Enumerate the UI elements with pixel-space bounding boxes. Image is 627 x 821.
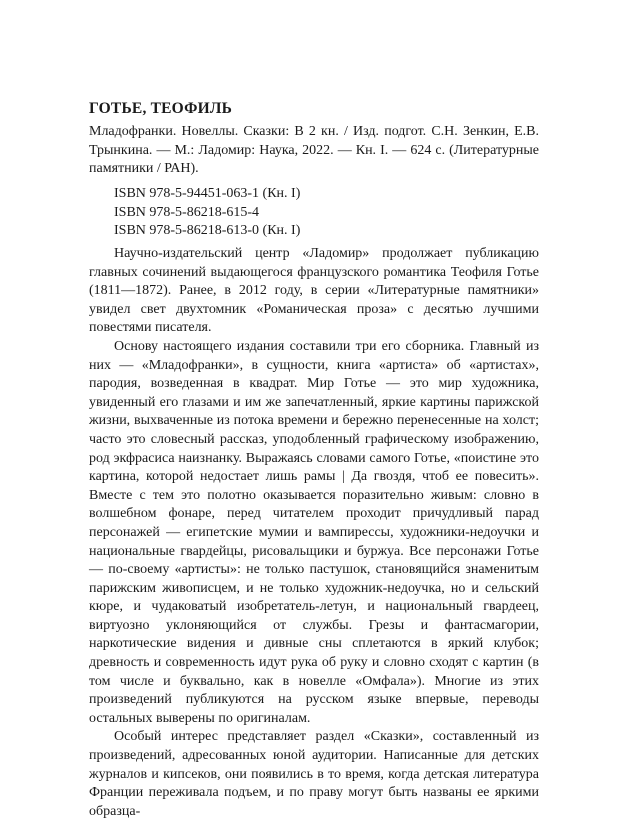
isbn-list <box>114 185 494 241</box>
paragraph-intro: Научно-издательский центр «Ладомир» продолжает публикацию главных сочинений выдающегося французского романтика Теофиля Готье (1811—1872). Ранее, в 2012 году, в серии «Литературные памятники» увидел свет двухтомник «Романическая проза» с десятью лучшими повестями писателя. <box>89 246 539 336</box>
paragraph-fairy-tales: Особый интерес представляет раздел «Сказки», составленный из произведений, адресованных юной аудитории. Написанные для детских журналов и кипсеков, они появились в то время, когда детская литература Франции переживала подъем, и по праву могут быть названы ее яркими образца- <box>89 729 539 819</box>
isbn-line: ISBN 978-5-94451-063-1 (Кн. I) <box>114 186 301 201</box>
isbn-line: ISBN 978-5-86218-613-0 (Кн. I) <box>114 223 301 238</box>
author-heading: ГОТЬЕ, ТЕОФИЛЬ <box>89 100 233 117</box>
annotation-text <box>89 245 539 821</box>
paragraph-main: Основу настоящего издания составили три его сборника. Главный из них — «Младофранки», в сущности, книга «артиста» об «артистах», пародия, возведенная в квадрат. Мир Готье — это мир художника, увиденный его глазами и им же запечатленный, яркие картины парижской жизни, выхваченные из потока времени и бережно перенесенные на холст; часто это словесный рассказ, уподобленный графическому изображению, род экфрасиса наизнанку. Выражаясь словами самого Готье, «поистине это картина, которой недостает лишь рамы | Да гвоздя, чтоб ее повесить». Вместе с тем это полотно оказывается поразительно живым: словно в волшебном фонаре, перед читателем проходит причудливый парад персонажей — египетские мумии и вампирессы, художники-недоучки и национальные гвардейцы, рисовальщики и буржуа. Все персонажи Готье — по-своему «артисты»: не только пастушок, становящийся знаменитым парижским живописцем, и не только художник-недоучка, но и сельский кюре, и чудаковатый изобретатель-летун, и национальный гвардеец, виртуозно уклоняющийся от службы. Грезы и фантасмагории, наркотические видения и дивные сны сплетаются в яркий клубок; древность и современность идут рука об руку и словно сходят с картин (в том числе и буквально, как в новелле «Омфала»). Многие из этих произведений публикуются на русском языке впервые, переводы остальных выверены по оригиналам. <box>89 338 539 726</box>
bibliographic-citation: Младофранки. Новеллы. Сказки: В 2 кн. / Изд. подгот. С.Н. Зенкин, Е.В. Трынкина. — М.: Ладомир: Наука, 2022. — Кн. I. — 624 с. (Литературные памятники / РАН). <box>89 124 539 176</box>
isbn-line: ISBN 978-5-86218-615-4 <box>114 204 260 220</box>
